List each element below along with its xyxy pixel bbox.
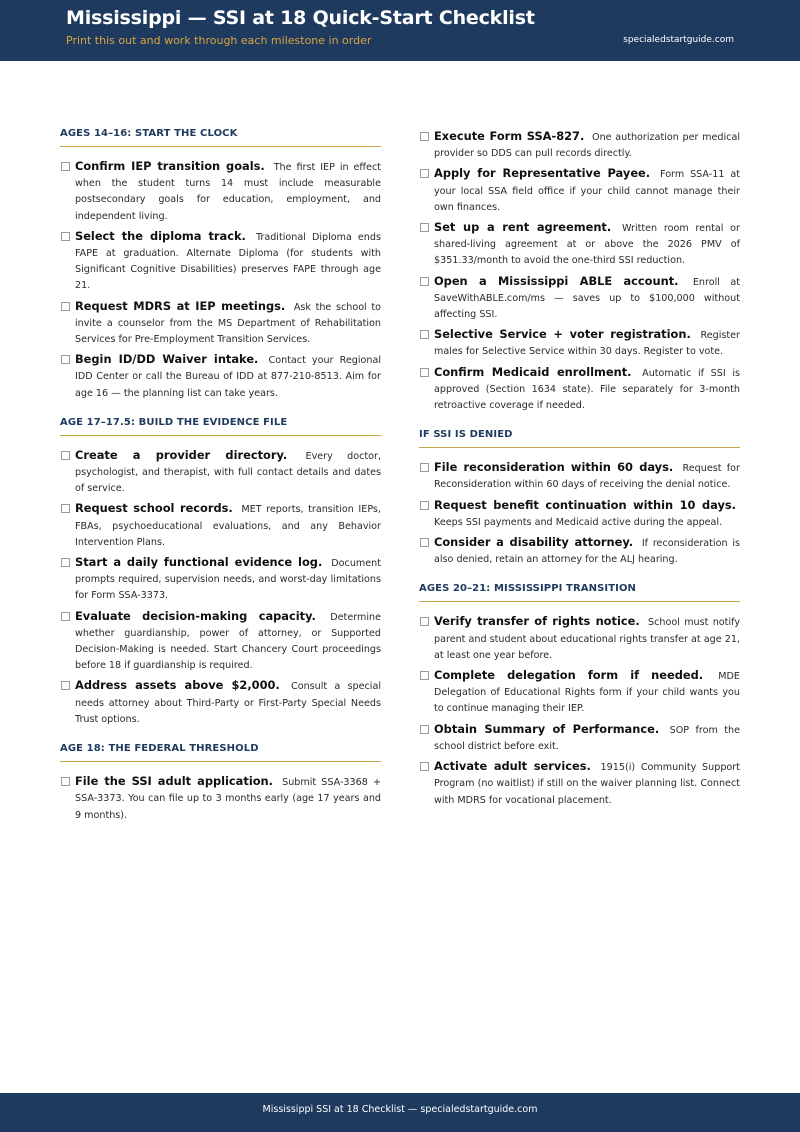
checkbox[interactable] — [420, 132, 429, 141]
checklist-item — [419, 534, 740, 568]
section-title: AGE 17–17.5: BUILD THE EVIDENCE FILE — [60, 417, 381, 436]
item-text: Consult a special needs attorney about Third-Party or First-Party Special Needs Trust options. — [75, 681, 382, 725]
page-subtitle: Print this out and work through each milestone in order — [66, 34, 372, 47]
item-text: MDE Delegation of Educational Rights form if your child wants you to continue managing their IEP. — [434, 671, 740, 715]
checkbox[interactable] — [420, 368, 429, 377]
item-text: Every doctor, psychologist, and therapist, with full contact details and dates of service. — [75, 450, 381, 495]
checklist-item — [60, 298, 381, 349]
item-lead: Confirm IEP transition goals. — [75, 159, 265, 173]
checklist-item — [419, 721, 740, 755]
item-lead: Address assets above $2,000. — [75, 678, 280, 693]
item-text: Traditional Diploma ends FAPE at graduation. Alternate Diploma (for students with Significant Cognitive Disabilities) preserves FAPE through age 21. — [75, 231, 381, 292]
checklist-section — [60, 128, 381, 402]
checklist-item — [419, 219, 740, 270]
item-text: The first IEP in effect when the student turns 14 must include measurable postsecondary goals for education, employment, and independent living. — [75, 162, 381, 222]
checklist-item — [60, 677, 381, 728]
checklist-item — [419, 667, 740, 718]
page-footer — [0, 1093, 800, 1132]
checklist-section — [419, 128, 740, 414]
checklist-item — [60, 228, 381, 295]
checkbox[interactable] — [61, 777, 70, 786]
item-lead: File reconsideration within 60 days. — [434, 460, 674, 475]
item-lead: Start a daily functional evidence log. — [75, 555, 323, 570]
checklist-item — [60, 554, 381, 605]
checkbox[interactable] — [420, 330, 429, 339]
item-text: 1915(i) Community Support Program (no waitlist) if still on the waiver planning list. Connect with MDRS for vocational placement. — [434, 762, 740, 806]
item-text: If reconsideration is also denied, retain an attorney for the ALJ hearing. — [434, 538, 740, 566]
checkbox[interactable] — [61, 162, 70, 171]
item-text: MET reports, transition IEPs, FBAs, psychoeducational evaluations, and any Behavior Intervention Plans. — [75, 504, 381, 548]
checklist-item — [60, 500, 381, 551]
checkbox[interactable] — [61, 355, 70, 364]
item-text: Submit SSA-3368 + SSA-3373. You can file up to 3 months early (age 17 years and 9 months). — [75, 777, 381, 821]
checkbox[interactable] — [420, 617, 429, 626]
item-text: Written room rental or shared-living agreement at or above the 2026 PMV of $351.33/month to avoid the one-third SSI reduction. — [434, 223, 740, 267]
checkbox[interactable] — [61, 612, 70, 621]
checkbox[interactable] — [420, 671, 429, 680]
section-title: IF SSI IS DENIED — [419, 429, 740, 448]
checklist-items — [60, 158, 381, 402]
checklist-items — [419, 128, 740, 414]
checklist-item — [419, 165, 740, 216]
item-lead: Set up a rent agreement. — [434, 220, 612, 235]
checkbox[interactable] — [61, 558, 70, 567]
checklist-section — [419, 429, 740, 568]
checklist-items — [419, 459, 740, 568]
checkbox[interactable] — [420, 538, 429, 547]
checkbox[interactable] — [420, 725, 429, 734]
checkbox[interactable] — [420, 223, 429, 232]
item-lead: Consider a disability attorney. — [434, 535, 634, 550]
checklist-item — [419, 613, 740, 664]
checklist-item — [419, 326, 740, 360]
checkbox[interactable] — [420, 169, 429, 178]
checklist-item — [419, 128, 740, 162]
header-site-link[interactable]: specialedstartguide.com — [623, 35, 734, 45]
item-lead: Obtain Summary of Performance. — [434, 721, 660, 736]
checklist-item — [419, 273, 740, 324]
checklist-item — [60, 447, 381, 498]
item-lead: Select the diploma track. — [75, 228, 246, 243]
checklist-items — [60, 773, 381, 824]
checkbox[interactable] — [420, 762, 429, 771]
page-title: Mississippi — SSI at 18 Quick-Start Checklist — [66, 7, 535, 29]
item-text: Automatic if SSI is approved (Section 1634 state). File separately for 3-month retroactive coverage if needed. — [434, 367, 740, 412]
checkbox[interactable] — [61, 681, 70, 690]
checkbox[interactable] — [61, 451, 70, 460]
item-text: SOP from the school district before exit. — [434, 724, 740, 752]
checklist-section — [60, 417, 381, 728]
item-lead: Execute Form SSA-827. — [434, 129, 585, 143]
checklist-item — [419, 497, 740, 531]
checkbox[interactable] — [61, 232, 70, 241]
item-text: Enroll at SaveWithABLE.com/ms — saves up to $100,000 without affecting SSI. — [434, 276, 740, 321]
item-lead: Create a provider directory. — [75, 447, 288, 462]
item-lead: Confirm Medicaid enrollment. — [434, 364, 632, 379]
item-lead: Activate adult services. — [434, 759, 591, 774]
item-text: Ask the school to invite a counselor from the MS Department of Rehabilitation Services for Pre-Employment Transition Services. — [75, 301, 381, 346]
item-lead: Open a Mississippi ABLE account. — [434, 273, 679, 288]
right-column — [419, 128, 740, 824]
checkbox[interactable] — [420, 277, 429, 286]
item-lead: File the SSI adult application. — [75, 774, 273, 789]
item-lead: Request MDRS at IEP meetings. — [75, 298, 286, 313]
checklist-item — [60, 351, 381, 402]
checklist-items — [419, 613, 740, 808]
checkbox[interactable] — [61, 504, 70, 513]
checkbox[interactable] — [420, 463, 429, 472]
checklist-item — [419, 364, 740, 415]
checklist-section — [60, 743, 381, 824]
item-lead: Evaluate decision-making capacity. — [75, 608, 316, 623]
page-header — [0, 0, 800, 61]
item-text: Determine whether guardianship, power of attorney, or Supported Decision-Making is needed. Start Chancery Court proceedings before 18 if guardianship is required. — [75, 611, 381, 672]
checklist-item — [60, 608, 381, 675]
checklist-items — [60, 447, 381, 728]
checklist-section — [419, 583, 740, 808]
checklist-item — [419, 758, 740, 809]
item-lead: Apply for Representative Payee. — [434, 166, 651, 181]
item-text: School must notify parent and student about educational rights transfer at age 21, at least one year before. — [434, 617, 740, 661]
item-lead: Request benefit continuation within 10 days. — [434, 497, 736, 512]
checklist-item — [60, 773, 381, 824]
section-title: AGES 14–16: START THE CLOCK — [60, 128, 381, 147]
item-text: Form SSA-11 at your local SSA field office if your child cannot manage their own finances. — [434, 169, 740, 213]
checklist-item — [419, 459, 740, 493]
checkbox[interactable] — [420, 501, 429, 510]
checklist-item — [60, 158, 381, 225]
section-title: AGES 20–21: MISSISSIPPI TRANSITION — [419, 583, 740, 602]
footer-text: Mississippi SSI at 18 Checklist — specialedstartguide.com — [262, 1104, 538, 1115]
item-text: One authorization per medical provider so DDS can pull records directly. — [434, 132, 740, 160]
item-text: Request for Reconsideration within 60 days of receiving the denial notice. — [434, 463, 740, 491]
item-lead: Selective Service + voter registration. — [434, 327, 691, 342]
item-text: Register males for Selective Service within 30 days. Register to vote. — [434, 330, 740, 358]
left-column — [60, 128, 381, 839]
item-lead: Verify transfer of rights notice. — [434, 614, 640, 629]
item-text: Keeps SSI payments and Medicaid active during the appeal. — [434, 516, 723, 528]
item-lead: Request school records. — [75, 501, 233, 516]
item-text: Document prompts required, supervision needs, and worst-day limitations for Form SSA-3373. — [75, 558, 381, 602]
section-title: AGE 18: THE FEDERAL THRESHOLD — [60, 743, 381, 762]
item-lead: Begin ID/DD Waiver intake. — [75, 352, 259, 367]
item-lead: Complete delegation form if needed. — [434, 668, 704, 683]
item-text: Contact your Regional IDD Center or call the Bureau of IDD at 877-210-8513. Aim for age 16 — the planning list can take years. — [75, 355, 381, 399]
checkbox[interactable] — [61, 302, 70, 311]
